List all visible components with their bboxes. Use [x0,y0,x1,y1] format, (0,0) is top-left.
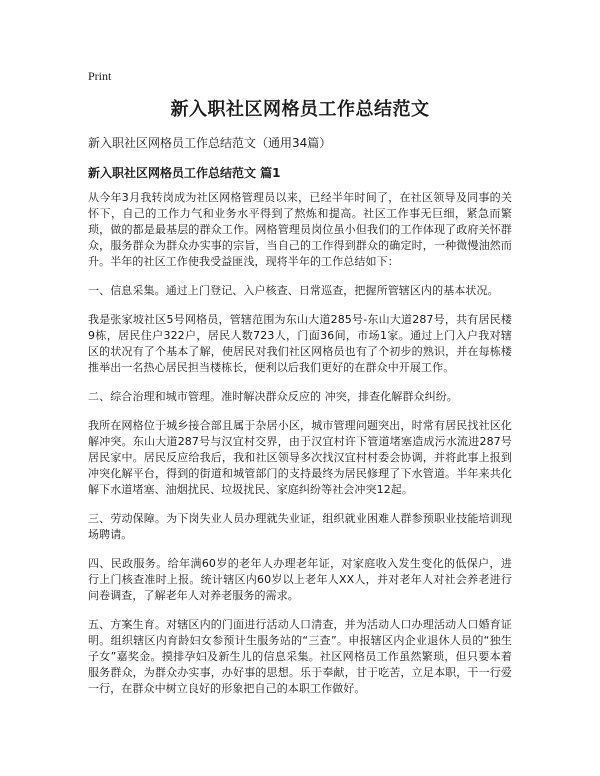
paragraph-civil-affairs: 四、民政服务。给年满60岁的老年人办理老年证，对家庭收入发生变化的低保户，进行上门核查准时上报。统计辖区内60岁以上老年人XX人，并对老年人对社会养老进行问卷调查，了解老年人对养老服务的需求。 [88,557,512,602]
paragraph-labor: 三、劳动保障。为下岗失业人员办理就失业证，组织就业困难人群参预职业技能培训现场聘请。 [88,512,512,541]
document-title: 新入职社区网格员工作总结范文 [170,99,430,120]
print-label: Print [88,69,112,83]
document-page [88,68,512,697]
paragraph-family-planning: 五、方案生育。对辖区内的门面进行活动人口清查，并为活动人口办理活动人口婚育证明。组织辖区内育龄妇女参预计生服务站的“三查”。申报辖区内企业退休人员的“独生子女”嘉奖金。摸排孕妇及新生儿的信息采集。社区网格员工作虽然繁琐，但只要本着服务群众，为群众办实事，办好事的思想。乐于奉献，甘于吃苦，立足本职，干一行爱一行，在群众中树立良好的形象把自己的本职工作做好。 [88,618,512,695]
document-subtitle: 新入职社区网格员工作总结范文（通用34篇） [88,136,332,150]
paragraph-grid-details: 我是张家坡社区5号网格员，管辖范围为东山大道285号-东山大道287号，共有居民楼9栋，居民住户322户，居民人数723人，门面36间，市场1家。通过上门入户我对辖区的状况有了个基本了解，使居民对我们社区网格员也有了个初步的熟识，并在每栋楼推举出一名热心居民担当楼栋长，便利以后我们更好的在群众中开展工作。 [88,313,512,374]
paragraph-governance: 二、综合治理和城市管理。准时解决群众反应的 冲突，排查化解群众纠纷。 [88,390,458,403]
paragraph-governance-details: 我所在网格位于城乡接合部且属于杂居小区，城市管理问题突出，时常有居民找社区化解冲突。东山大道287号与汉宜村交界，由于汉宜村许下管道堵塞造成污水流进287号居民家中。居民反应给我后，我和社区领导多次找汉宜村村委会协调，并将此事上报到冲突化解平台，得到的街道和城管部门的支持最终为居民修理了下水管道。半年来共化解下水道堵塞、油烟扰民、垃圾扰民、家庭纠纷等社会冲突12起。 [88,419,512,496]
section-heading: 新入职社区网格员工作总结范文 篇1 [88,166,281,180]
paragraph-intro: 从今年3月我转岗成为社区网格管理员以来，已经半年时间了，在社区领导及同事的关怀下，自己的工作力气和业务水平得到了熬炼和提高。社区工作事无巨细，紧急而繁琐，做的都是最基层的群众工作。网格管理员岗位虽小但我们的工作体现了政府关怀群众，服务群众为群众办实事的宗旨，当自己的工作得到群众的确定时，一种微慢油然而升。半年的社区工作使我受益匪浅，现将半年的工作总结如下： [88,191,512,268]
paragraph-info-collection: 一、信息采集。通过上门登记、入户核查、日常巡查，把握所管辖区内的基本状况。 [88,284,499,297]
document-body [88,190,512,697]
